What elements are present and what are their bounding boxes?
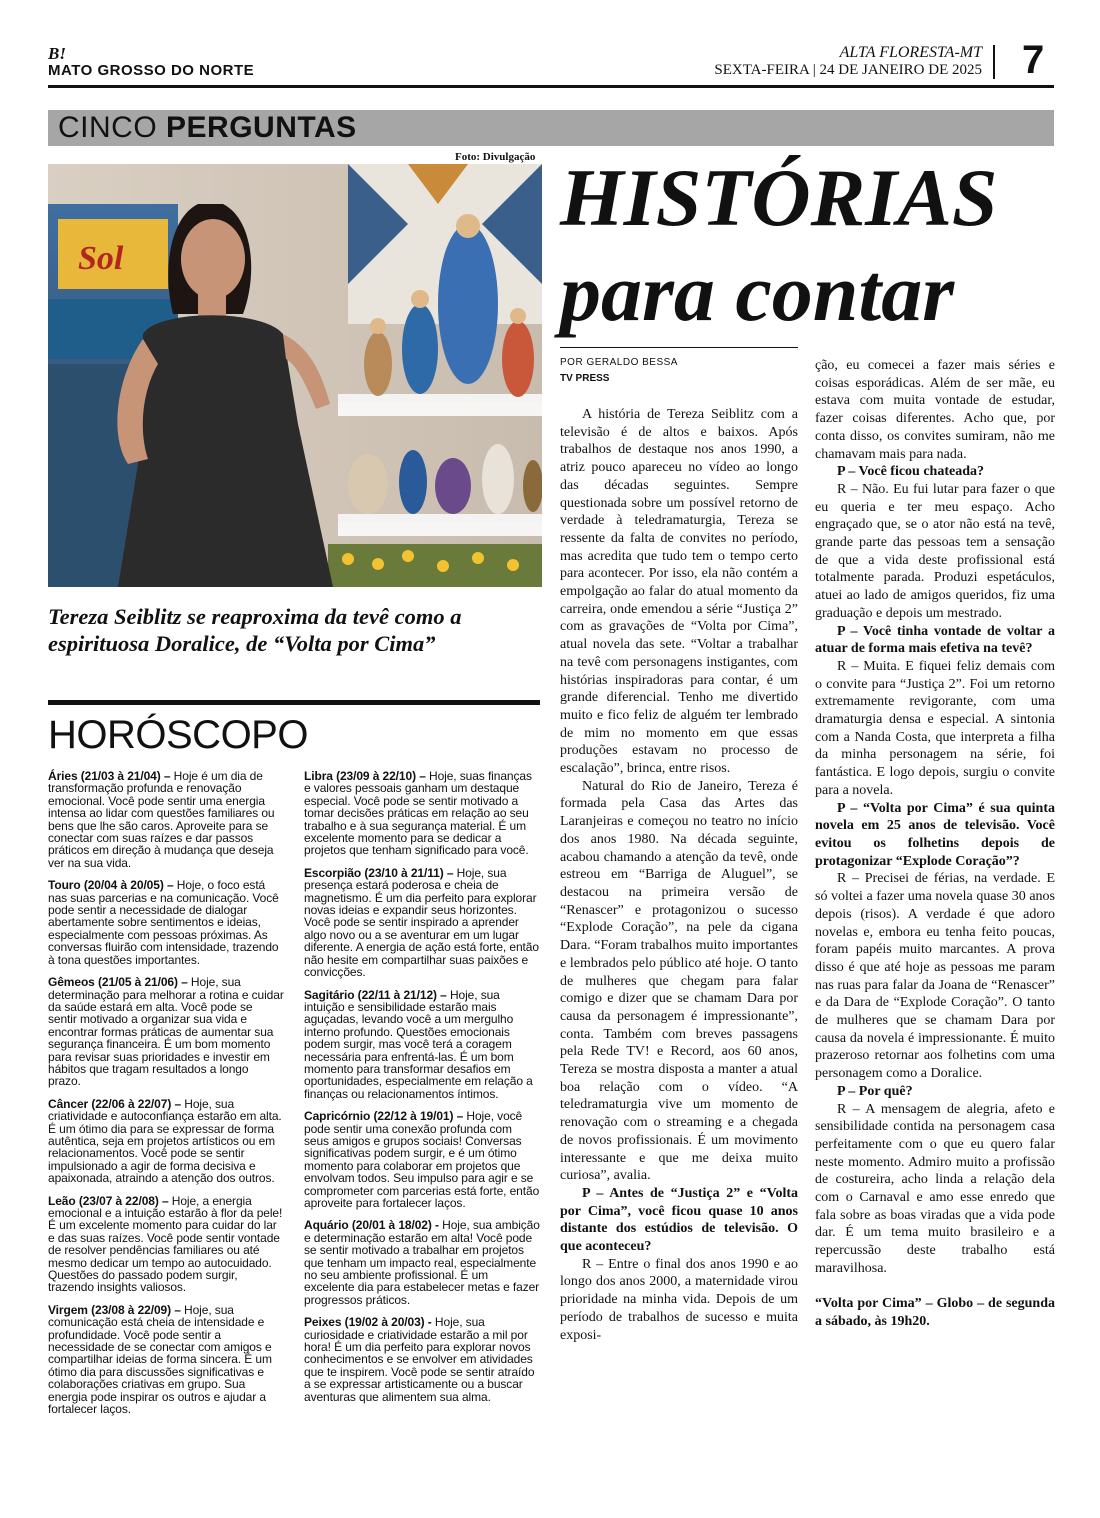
horoscope-text: Hoje, você pode sentir uma conexão profunda com seus amigos e grupos sociais! Conversas significativas podem surgir, e é um ótimo momento para colaborar em projetos que envolvam todos. Seu impulso para agir e se comprometer com parcerias está forte, então aproveite para fortalecer laços.	[304, 1109, 540, 1210]
sol-sign: Sol	[78, 240, 124, 277]
horoscope-sign: Leão (23/07 à 22/08) –	[48, 1193, 169, 1208]
show-schedule: “Volta por Cima” – Globo – de segunda a sábado, às 19h20.	[815, 1296, 1055, 1329]
article-title-line2: para contar	[560, 247, 955, 338]
horoscope-text: Hoje, sua presença estará poderosa e cheia de magnetismo. É um dia perfeito para explorar novas ideias e expandir seus horizontes. Você pode se sentir inspirado a aprender algo novo ou a se aventurar em um lugar diferente. A energia de ação está forte, então não hesite em compartilhar suas paixões e convicções.	[304, 865, 539, 980]
brand-logo: B!	[48, 44, 66, 63]
horoscope-entry	[304, 1316, 540, 1403]
horoscope-text: Hoje, sua comunicação está cheia de intensidade e profundidade. Você pode sentir a necessidade de se conectar com amigos e compartilhar ideias de forma sincera. É um ótimo dia para discussões significativas e colaborações criativas em grupo. Sua energia pode inspirar os outros e ajudar a fortalecer laços.	[48, 1302, 272, 1417]
horoscope-text: Hoje, a energia emocional e a intuição estarão à flor da pele! É um excelente momento para cuidar do lar e das suas raízes. Você pode sentir vontade de resolver pendências familiares ou até mesmo dedicar um tempo ao autocuidado. Questões do passado podem surgir, trazendo insights valiosos.	[48, 1193, 283, 1295]
horoscope-entry	[48, 1195, 284, 1294]
photo-credit: Foto: Divulgação	[455, 151, 536, 163]
horoscope-text: Hoje, sua determinação para melhorar a rotina e cuidar da saúde estará em alta. Você pode se sentir motivado a organizar sua vida e encontrar formas práticas de aumentar sua segurança financeira. É um bom momento para revisar suas prioridades e investir em hábitos que tragam resultados a longo prazo.	[48, 975, 284, 1089]
horoscope-text: Hoje, sua ambição e determinação estarão em alta! Você pode se sentir motivado a trabalhar em projetos que tenham um impacto real, especialmente no seu ambiente profissional. É um excelente dia para estabelecer metas e fazer progressos práticos.	[304, 1218, 540, 1307]
horoscope-text: Hoje, suas finanças e valores pessoais ganham um destaque especial. Você pode se sentir motivado a tomar decisões práticas em relação ao seu trabalho e à sua segurança material. É um excelente momento para se dedicar a projetos que tenham significado para você.	[304, 769, 532, 858]
horoscope-sign: Gêmeos (21/05 à 21/06) –	[48, 975, 188, 990]
horoscope-sign: Sagitário (22/11 à 21/12) –	[304, 987, 447, 1002]
region-name: MATO GROSSO DO NORTE	[48, 62, 255, 79]
page-number: 7	[1022, 38, 1045, 82]
interview-question: P – Por quê?	[837, 1083, 913, 1099]
horoscope-text: Hoje, sua criatividade e autoconfiança estarão em alta. É um ótimo dia para se expressar de forma autêntica, seja em projetos artísticos ou em relacionamentos. Você pode se sentir impulsionado a agir de forma decisiva e apaixonada, atraindo a atenção dos outros.	[48, 1096, 282, 1186]
horoscope-title: HORÓSCOPO	[48, 713, 308, 757]
horoscope-entry	[304, 770, 540, 857]
horoscope-entry	[48, 770, 284, 869]
article-paragraph: ção, eu comecei a fazer mais séries e coisas esporádicas. Além de ser mãe, eu estava com muita vontade de estudar, fazer coisas diferentes. Acho que, por conta disso, os convites sumiram, não me chamavam mais para nada.	[815, 358, 1055, 462]
horoscope-sign: Libra (23/09 à 22/10) –	[304, 769, 426, 783]
header-rule	[48, 85, 1054, 88]
horoscope-text: Hoje, o foco está nas suas parcerias e na comunicação. Você pode sentir a necessidade de dialogar abertamente sobre sentimentos e ideias, especialmente com pessoas próximas. As conversas fluirão com intensidade, trazendo à tona questões importantes.	[48, 878, 279, 967]
paragraph-spacer	[815, 1278, 1055, 1296]
section-label-bold: PERGUNTAS	[166, 111, 357, 144]
byline-rule	[560, 347, 798, 348]
interview-question: P – “Volta por Cima” é sua quinta novela em 25 anos de televisão. Você evitou os folhetins depois de protagonizar “Explode Coração”?	[815, 800, 1055, 869]
horoscope-entry	[304, 867, 540, 979]
interview-question: P – Antes de “Justiça 2” e “Volta por Cima”, você ficou quase 10 anos distante dos estúdios de televisão. O que aconteceu?	[560, 1185, 798, 1255]
section-label	[58, 111, 357, 145]
article-paragraph: R – Entre o final dos anos 1990 e ao longo dos anos 2000, a maternidade virou prioridade na minha vida. Depois de um período de trabalhos de sucesso e muita exposi-	[560, 1256, 798, 1343]
horoscope-sign: Escorpião (23/10 à 21/11) –	[304, 865, 454, 880]
article-paragraph: R – Muita. E fiquei feliz demais com o convite para “Justiça 2”. Foi um retorno extremamente revigorante, com uma dramaturgia densa e especial. A sintonia com a Nanda Costa, que interpreta a filha da minha personagem na série, foi fantástica. E logo depois, surgiu o convite para a novela.	[815, 658, 1055, 798]
horoscope-sign: Áries (21/03 à 21/04) –	[48, 769, 171, 783]
photo-caption: Tereza Seiblitz se reaproxima da tevê como a espirituosa Doralice, de “Volta por Cima”	[48, 604, 462, 656]
article-paragraph: R – A mensagem de alegria, afeto e sensibilidade contida na personagem casa perfeitamente com o que eu quero falar neste momento. Admiro muito a profissão de costureira, acho linda a relação dela com o Carnaval e amo esse enredo que fala sobre as boas viradas que a vida pode dar. É um tema muito brasileiro e a repercussão deste trabalho está maravilhosa.	[815, 1101, 1055, 1276]
article-paragraph: Natural do Rio de Janeiro, Tereza é formada pela Casa das Artes das Laranjeiras e começou no teatro no início dos anos 1980. Na década seguinte, acabou chamando a atenção da tevê, onde estreou em “Barriga de Aluguel”, se destacou na primeira versão de “Renascer” e protagonizou o sucesso “Explode Coração”, na pele da cigana Dara. “Foram trabalhos muito importantes e lembrados pelo público até hoje. O tanto de mulheres que chegam para falar comigo e dizer que se chamam Dara por causa da personagem é impressionante”, conta. Também com breves passagens pela Rede TV! e Record, aos 60 anos, Tereza se mostra disposta a manter a atual boa relação com o vídeo. “A teledramaturgia vive um momento de renovação com o streaming e a chegada de novos profissionais. É um movimento interessante e que me deixa muito curiosa”, avalia.	[560, 778, 798, 1184]
horoscope-sign: Virgem (23/08 à 22/09) –	[48, 1302, 181, 1317]
horoscope-entry	[304, 1110, 540, 1209]
article-title-line1: HISTÓRIAS	[560, 152, 998, 243]
article-paragraph: A história de Tereza Seiblitz com a televisão é de altos e baixos. Após trabalhos de destaque nos anos 1990, a atriz pouco apareceu no vídeo ao longo das décadas seguintes. Sempre questionada sobre um possível retorno de verdade à teledramaturgia, Tereza se ressente da falta de convites no período, mas acredita que tudo tem o tempo certo para acontecer. Por isso, ela não contém a empolgação ao falar do atual momento da carreira, onde emendou a série “Justiça 2” com as gravações de “Volta por Cima”, atual novela das sete. “Voltar a trabalhar na tevê com personagens instigantes, com histórias inspiradoras para contar, é um grande diferencial. Tenho me divertido muito e fico feliz de alguém ter lembrado de mim no momento em que essas produções estavam no processo de escalação”, brinca, entre risos.	[560, 407, 798, 777]
horoscope-column-right	[304, 770, 540, 1413]
horoscope-sign: Peixes (19/02 à 20/03) -	[304, 1315, 432, 1330]
byline-agency: TV PRESS	[560, 373, 610, 384]
horoscope-sign: Câncer (22/06 à 22/07) –	[48, 1096, 182, 1111]
horoscope-text: Hoje, sua intuição e sensibilidade estarão mais aguçadas, levando você a um mergulho interno profundo. Questões emocionais podem surgir, mas você terá a coragem necessária para enfrentá-las. É um bom momento para transformar desafios em oportunidades, especialmente em relação a finanças ou relacionamentos íntimos.	[304, 987, 533, 1101]
city-label: ALTA FLORESTA-MT	[839, 44, 982, 61]
section-label-light: CINCO	[58, 111, 158, 144]
interview-question: P – Você ficou chateada?	[837, 464, 984, 480]
horoscope-text: Hoje, sua curiosidade e criatividade estarão a mil por hora! É um dia perfeito para explorar novos conhecimentos e se envolver em atividades que te inspirem. Você pode se sentir atraído a se expressar artisticamente ou a buscar aventuras que alimentem sua alma.	[304, 1315, 535, 1404]
horoscope-column-left	[48, 770, 284, 1426]
header-divider	[993, 45, 995, 79]
horoscope-entry	[48, 1304, 284, 1416]
article-photo	[48, 164, 542, 587]
horoscope-text: Hoje é um dia de transformação profunda e renovação emocional. Você pode sentir uma energia intensa ao lidar com questões familiares ou bens que lhe são caros. Aproveite para se conectar com suas raízes e dar passos práticos em direção à mudança que deseja ver na sua vida.	[48, 769, 275, 870]
horoscope-rule	[48, 700, 540, 705]
byline-author: POR GERALDO BESSA	[560, 357, 678, 368]
article-column-1	[560, 406, 798, 1344]
horoscope-sign: Touro (20/04 à 20/05) –	[48, 878, 174, 893]
horoscope-entry	[304, 1219, 540, 1306]
horoscope-entry	[48, 976, 284, 1088]
article-column-2	[815, 357, 1055, 1331]
horoscope-entry	[48, 1098, 284, 1185]
horoscope-entry	[304, 989, 540, 1101]
horoscope-entry	[48, 879, 284, 966]
horoscope-sign: Capricórnio (22/12 à 19/01) –	[304, 1109, 464, 1124]
date-label: SEXTA-FEIRA | 24 DE JANEIRO DE 2025	[714, 62, 982, 78]
interview-question: P – Você tinha vontade de voltar a atuar de forma mais efetiva na tevê?	[815, 623, 1055, 657]
horoscope-sign: Aquário (20/01 à 18/02) -	[304, 1218, 439, 1233]
article-paragraph: R – Não. Eu fui lutar para fazer o que eu queria e ter meu espaço. Acho engraçado que, se o ator não está na tevê, grande parte das pessoas tem a sensação de que a vida deste profissional está totalmente parada. Produzi espetáculos, atuei ao lado de amigos queridos, fiz uma graduação e depois um mestrado.	[815, 481, 1055, 621]
article-paragraph: R – Precisei de férias, na verdade. E só voltei a fazer uma novela quase 30 anos depois (risos). A verdade é que adoro novelas e, embora eu tenha feito poucas, foram papéis muito marcantes. A prova disso é que até hoje as pessoas me param nas ruas para falar da Joana de “Renascer” e da Dara de “Explode Coração”. O tanto de mulheres que se chamam Dara por causa da novela é impressionante. É muito prazeroso retornar aos folhetins com uma personagem como a Doralice.	[815, 871, 1055, 1082]
